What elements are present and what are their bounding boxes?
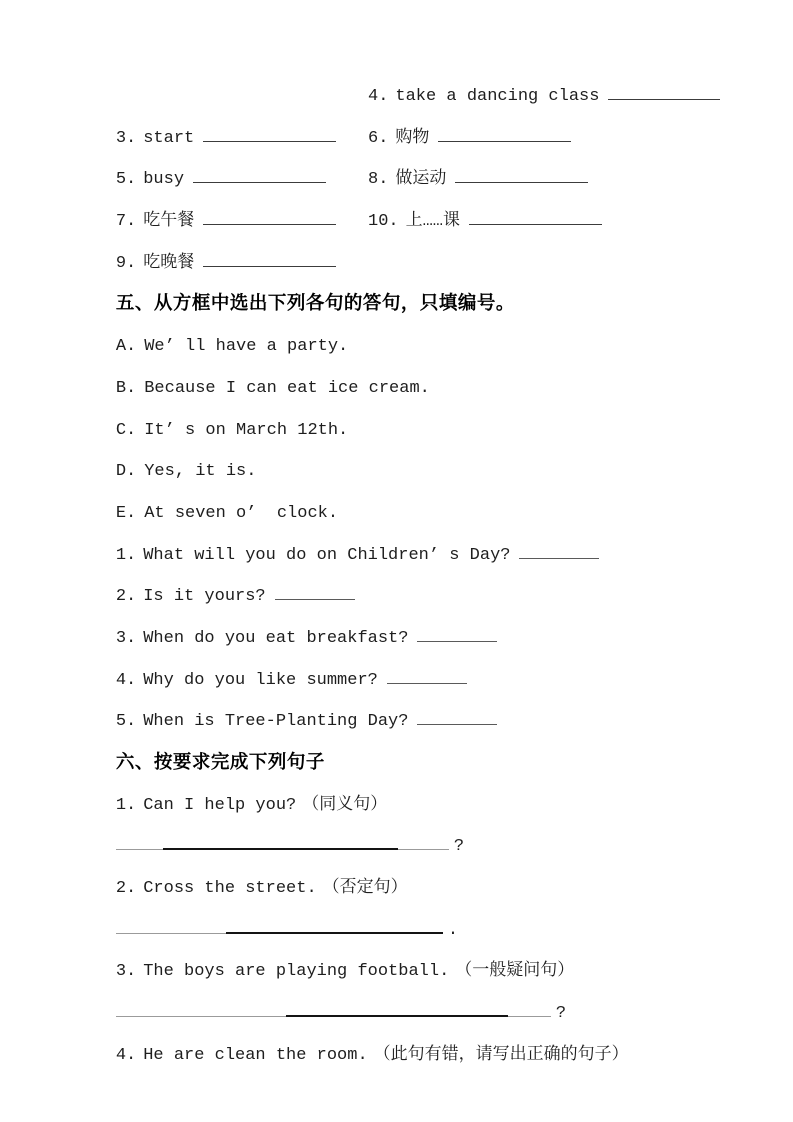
item-text: 上……课 [405, 212, 461, 232]
item-number: 10. [368, 212, 399, 232]
item-number: 2. [115, 879, 137, 899]
option-text: Yes, it is. [144, 462, 257, 482]
item-text: start [143, 128, 195, 148]
item-number: 3. [115, 962, 137, 982]
fill-blank [608, 81, 720, 100]
option-text: Because I can eat ice cream. [144, 378, 430, 398]
fill-blank [438, 123, 571, 142]
option-label: E. [115, 503, 137, 523]
question-text: When do you eat breakfast? [143, 628, 409, 648]
item-number: 3. [115, 128, 137, 148]
option-label: D. [115, 462, 137, 482]
item-text: busy [143, 170, 185, 190]
question-line [0, 535, 793, 607]
rewrite-item-line [0, 993, 793, 1065]
item-text: Can I help you? [143, 795, 297, 815]
item-number: 8. [368, 170, 389, 190]
option-text: It’ s on March 12th. [144, 420, 349, 440]
item-number: 4. [115, 1045, 137, 1065]
option-line [0, 368, 793, 440]
answer-line [0, 785, 793, 857]
question-text: What will you do on Children’ s Day? [143, 545, 511, 565]
rewrite-item-line [0, 826, 793, 899]
vocab-cell-right [368, 76, 720, 118]
option-line [0, 451, 793, 523]
item-number: 1. [115, 795, 137, 815]
end-punctuation: ? [453, 837, 465, 857]
item-note: （一般疑问句） [455, 962, 575, 982]
option-label: C. [115, 420, 137, 440]
option-line [0, 410, 793, 482]
item-note: （此句有错，请写出正确的句子） [373, 1045, 629, 1065]
item-text: 购物 [395, 128, 430, 148]
question-number: 1. [115, 545, 137, 565]
section-heading-text: 五、从方框中选出下列各句的答句，只填编号。 [115, 294, 515, 316]
item-text: take a dancing class [395, 87, 600, 106]
fill-blank [455, 164, 588, 183]
vocab-cell-right [368, 118, 571, 160]
option-line [0, 284, 793, 357]
option-text: At seven o’ clock. [144, 503, 339, 523]
answer-line [0, 868, 793, 940]
item-text: 吃晚餐 [143, 253, 195, 273]
option-line [0, 326, 793, 398]
item-number: 9. [115, 253, 137, 273]
item-note: （否定句） [322, 879, 408, 899]
item-number: 7. [115, 212, 137, 232]
section-heading-text: 六、按要求完成下列句子 [115, 753, 325, 775]
end-punctuation: ? [555, 1004, 567, 1024]
item-text: Cross the street. [143, 879, 317, 899]
question-line [0, 660, 793, 732]
option-label: A. [115, 337, 137, 357]
item-number: 6. [368, 128, 389, 148]
question-line [0, 493, 793, 565]
question-text: Why do you like summer? [143, 670, 378, 690]
item-text: The boys are playing football. [143, 962, 450, 982]
vocab-row [0, 201, 793, 273]
answer-line [0, 951, 793, 1024]
option-label: B. [115, 378, 137, 398]
question-text: Is it yours? [143, 587, 266, 607]
rewrite-item-line [0, 743, 793, 815]
question-text: When is Tree-Planting Day? [143, 712, 409, 732]
question-number: 5. [115, 712, 137, 732]
item-text: 做运动 [395, 170, 447, 190]
vocab-cell-right [368, 201, 602, 243]
fill-blank [469, 206, 602, 225]
section-six-heading [0, 701, 793, 775]
vocab-cell-right [368, 159, 588, 201]
item-note: （同义句） [302, 795, 388, 815]
item-text: 吃午餐 [143, 212, 195, 232]
rewrite-item-line [0, 910, 793, 982]
question-number: 2. [115, 587, 137, 607]
question-line [0, 576, 793, 648]
question-number: 4. [115, 670, 137, 690]
section-five-heading [0, 243, 793, 316]
item-number: 5. [115, 170, 137, 190]
item-number: 4. [368, 87, 389, 106]
end-punctuation: . [447, 920, 459, 940]
question-line [0, 618, 793, 690]
item-text: He are clean the room. [143, 1045, 368, 1065]
question-number: 3. [115, 628, 137, 648]
option-text: We’ ll have a party. [144, 337, 349, 357]
